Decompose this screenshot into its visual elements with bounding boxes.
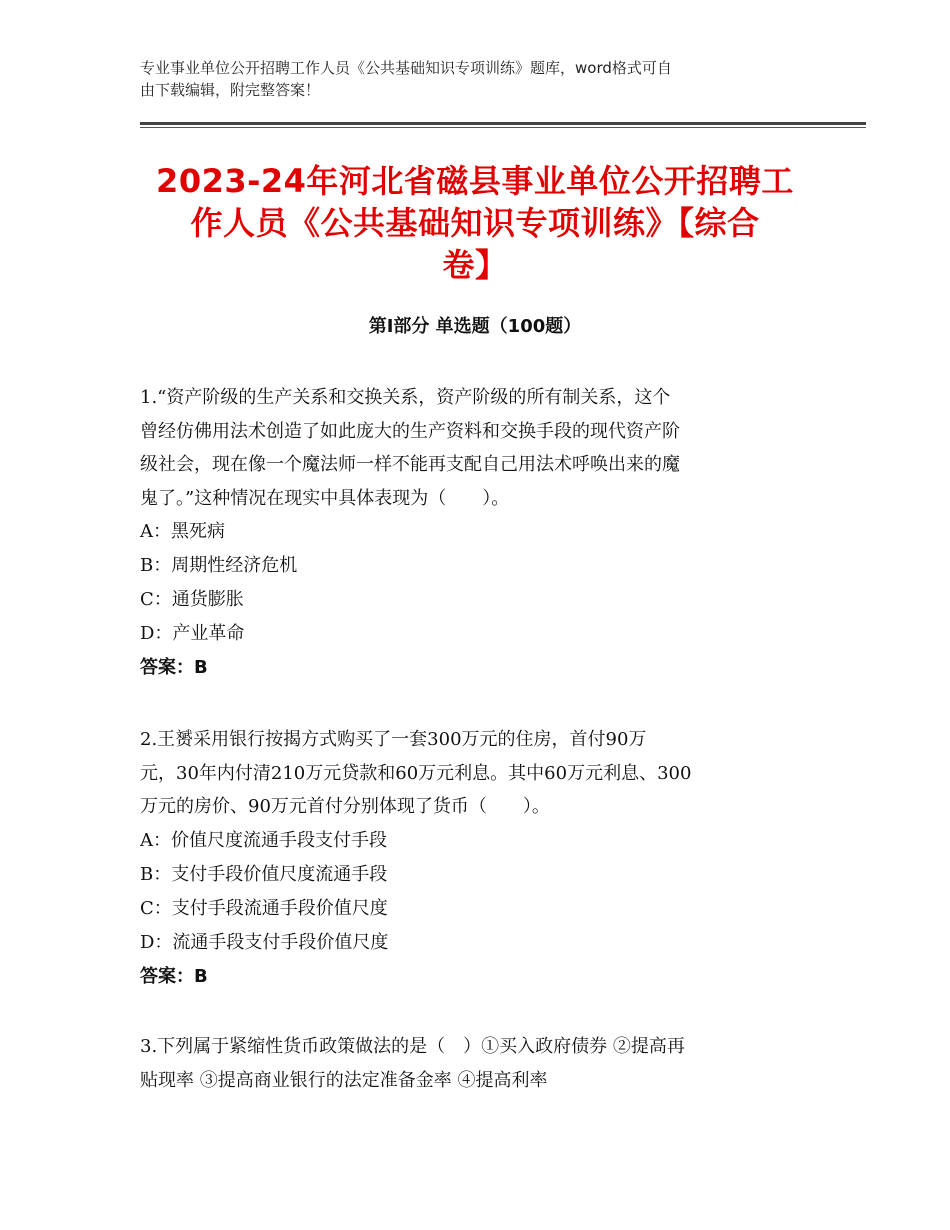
answer-label: 答案：B	[140, 965, 208, 987]
question-stem-line: 元，30年内付清210万元贷款和60万元利息。其中60万元利息、300	[140, 762, 692, 784]
question-2	[140, 723, 808, 994]
option-b: B：周期性经济危机	[140, 555, 298, 576]
option-c: C：通货膨胀	[140, 589, 244, 610]
question-3	[140, 1030, 808, 1097]
header-divider	[140, 122, 866, 125]
header-divider-thin	[140, 127, 866, 128]
question-1	[140, 381, 808, 685]
section-heading: 第Ⅰ部分 单选题（100题）	[368, 316, 582, 337]
question-stem-line: 3.下列属于紧缩性货币政策做法的是（ ）①买入政府债券 ②提高再	[140, 1036, 685, 1057]
question-stem-line: 1.“资产阶级的生产关系和交换关系，资产阶级的所有制关系，这个	[140, 387, 671, 408]
document-title	[140, 160, 810, 286]
option-c: C：支付手段流通手段价值尺度	[140, 897, 388, 919]
option-d: D：流通手段支付手段价值尺度	[140, 931, 389, 953]
answer-label: 答案：B	[140, 657, 208, 678]
option-b: B：支付手段价值尺度流通手段	[140, 863, 388, 885]
option-a: A：价值尺度流通手段支付手段	[140, 829, 387, 851]
question-stem-line: 万元的房价、90万元首付分别体现了货币（ ）。	[140, 796, 550, 817]
header-note	[140, 57, 810, 101]
header-note-line: 由下载编辑，附完整答案！	[140, 81, 321, 99]
title-line: 卷】	[442, 246, 508, 284]
question-stem-line: 贴现率 ③提高商业银行的法定准备金率 ④提高利率	[140, 1069, 548, 1091]
title-line: 作人员《公共基础知识专项训练》【综合	[190, 204, 760, 242]
question-stem-line: 2.王赟采用银行按揭方式购买了一套300万元的住房，首付90万	[140, 729, 647, 750]
question-stem-line: 鬼了。”这种情况在现实中具体表现为（ ）。	[140, 487, 510, 509]
option-a: A：黑死病	[140, 521, 225, 542]
header-note-line: 专业事业单位公开招聘工作人员《公共基础知识专项训练》题库，word格式可自	[140, 59, 672, 77]
title-line: 2023-24年河北省磁县事业单位公开招聘工	[156, 162, 794, 200]
question-stem-line: 曾经仿佛用法术创造了如此庞大的生产资料和交换手段的现代资产阶	[140, 420, 680, 442]
option-d: D：产业革命	[140, 623, 245, 644]
question-stem-line: 级社会，现在像一个魔法师一样不能再支配自己用法术呼唤出来的魔	[140, 454, 680, 475]
